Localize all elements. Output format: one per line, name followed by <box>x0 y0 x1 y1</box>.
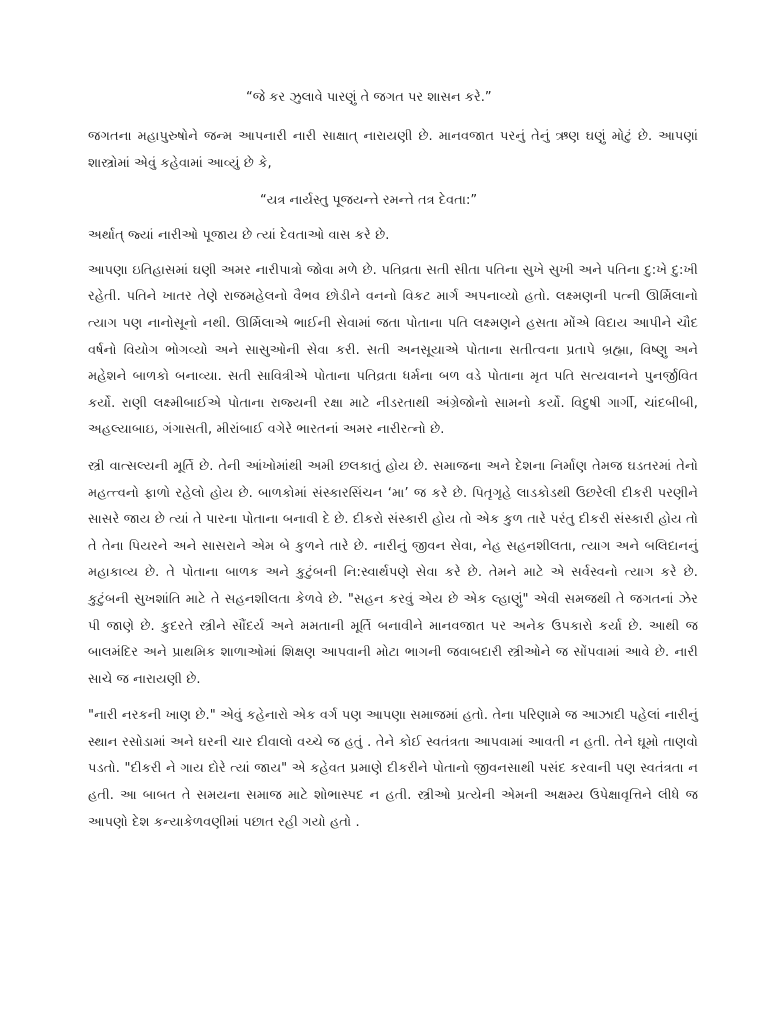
paragraph-past-society: "નારી નરકની ખાણ છે." એવું કહેનારો એક વર્ગ પણ આપણા સમાજમાં હતો. તેના પરિણામે જ આઝાદી પહેલાં નારીનું સ્થાન રસોડામાં અને ઘરની ચાર દીવાલો વચ્ચે જ હતું . તેને કોઈ સ્વતંત્રતા આપવામાં આવતી ન હતી. તેને ઘૂમો તાણવો પડતો. "દીકરી ને ગાય દોરે ત્યાં જાય" એ કહેવત પ્રમાણે દીકરીને પોતાનો જીવનસાથી પસંદ કરવાની પણ સ્વતંત્રતા ન હતી. આ બાબત તે સમયના સમાજ માટે શોભાસ્પદ ન હતી. સ્ત્રીઓ પ્રત્યેની એમની અક્ષમ્ય ઉપેક્ષાવૃત્તિને લીધે જ આપણો દેશ કન્યાકેળવણીમાં પછાત રહી ગયો હતો . <box>88 708 698 830</box>
paragraph-motherhood: સ્ત્રી વાત્સલ્યની મૂર્તિ છે. તેની આંખોમાંથી અમી છલકાતું હોય છે. સમાજના અને દેશના નિર્માણ તેમજ ઘડતરમાં તેનો મહત્ત્વનો ફાળો રહેલો હોય છે. બાળકોમાં સંસ્કારસિંચન ‘મા’ જ કરે છે. પિતૃગૃહે લાડકોડથી ઉછરેલી દીકરી પરણીને સાસરે જાય છે ત્યાં તે પારના પોતાના બનાવી દે છે. દીકરો સંસ્કારી હોય તો એક કુળ તારે પરંતુ દીકરી સંસ્કારી હોય તો તે તેના પિયરને અને સાસરાને એમ બે કુળને તારે છે. નારીનું જીવન સેવા, નેહ સહનશીલતા, ત્યાગ અને બલિદાનનું મહાકાવ્ય છે. તે પોતાના બાળક અને કુટુંબની નિ:સ્વાર્થપણે સેવા કરે છે. તેમને માટે એ સર્વસ્વનો ત્યાગ કરે છે. કુટુંબની સુખશાંતિ માટે તે સહનશીલતા કેળવે છે. "સહન કરવું એય છે એક લ્હાણું" એવી સમજથી તે જગતનાં ઝેર પી જાણે છે. કુદરતે સ્ત્રીને સૌંદર્ય અને મમતાની મૂર્તિ બનાવીને માનવજાત પર અનેક ઉપકારો કર્યા છે. આથી જ બાલમંદિર અને પ્રાથમિક શાળાઓમાં શિક્ષણ આપવાની મોટા ભાગની જવાબદારી સ્ત્રીઓને જ સોંપવામાં આવે છે. નારી સાચે જ નારાયણી છે. <box>88 458 698 687</box>
paragraph-meaning: અર્થાત્ જ્યાં નારીઓ પૂજાય છે ત્યાં દેવતાઓ વાસ કરે છે. <box>88 228 390 244</box>
sanskrit-quote: “યત્ર નાર્યસ્તુ પૂજયન્તે રમન્તે તત્ર દેવતા:” <box>260 193 478 209</box>
paragraph-history: આપણા ઇતિહાસમાં ઘણી અમર નારીપાત્રો જોવા મળે છે. પતિવ્રતા સતી સીતા પતિના સુખે સુખી અને પતિના દુ:ખે દુ:ખી રહેતી. પતિને ખાતર તેણે રાજમહેલનો વૈભવ છોડીને વનનો વિકટ માર્ગ અપનાવ્યો હતો. લક્ષ્મણની પત્ની ઊર્મિલાનો ત્યાગ પણ નાનોસૂનો નથી. ઊર્મિલાએ ભાઈની સેવામાં જતા પોતાના પતિ લક્ષ્મણને હસતા મોંએ વિદાય આપીને ચૌદ વર્ષનો વિયોગ ભોગવ્યો અને સાસુઓની સેવા કરી. સતી અનસૂયાએ પોતાના સતીત્વના પ્રતાપે બ્રહ્મા, વિષ્ણુ અને મહેશને બાળકો બનાવ્યા. સતી સાવિત્રીએ પોતાના પતિવ્રતા ધર્મના બળ વડે પોતાના મૃત પતિ સત્યવાનને પુનર્જીવિત કર્યો. રાણી લક્ષ્મીબાઈએ પોતાના રાજ્યની રક્ષા માટે નીડરતાથી અંગ્રેજોનો સામનો કર્યો. વિદુષી ગાર્ગી, ચાંદબીબી, અહલ્યાબાઇ, ગંગાસતી, મીરાંબાઈ વગેરે ભારતનાં અમર નારીરત્નો છે. <box>88 262 698 438</box>
opening-quote: “જે કર ઝુલાવે પારણું તે જગત પર શાસન કરે.” <box>246 90 492 105</box>
paragraph-intro: જગતના મહાપુરુષોને જન્મ આપનારી નારી સાક્ષાત્ નારાયણી છે. માનવજાત પરનું તેનું ઋણ ઘણું મોટું છે. આપણાં શાસ્ત્રોમાં એવું કહેવામાં આવ્યું છે કે, <box>88 129 698 171</box>
